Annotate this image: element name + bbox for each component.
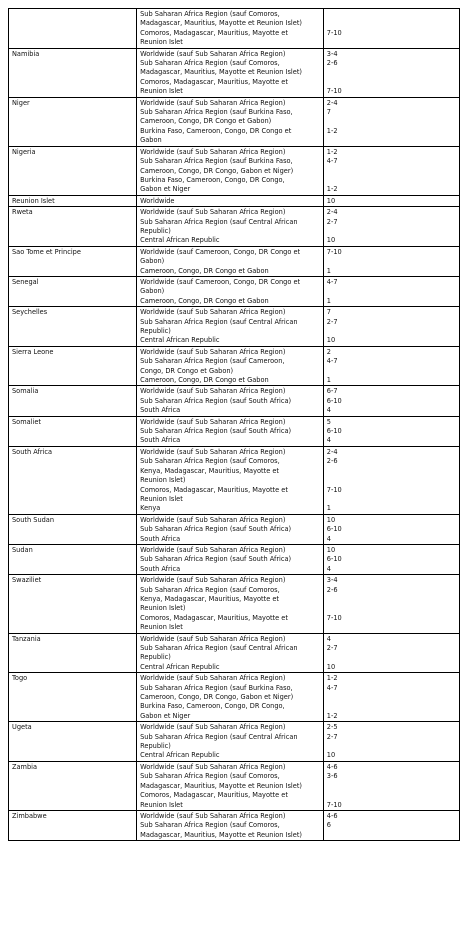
value-line: 1 (326, 376, 331, 385)
value-line: 1-2 (326, 711, 338, 720)
regions-cell (137, 416, 324, 446)
value-line: 1 (326, 504, 331, 513)
table-row (9, 446, 460, 514)
region-line: Burkina Faso, Cameroon, Congo, DR Congo, (140, 175, 285, 184)
regions-cell (137, 195, 324, 206)
region-line: Madagascar, Mauritius, Mayotte et Reunion Islet) (140, 830, 302, 839)
country-cell: Seychelles (9, 307, 137, 347)
value-line: 1-2 (326, 147, 338, 156)
country-cell: South Africa (9, 446, 137, 514)
region-line: Reunion Islet (140, 800, 183, 809)
values-cell (323, 246, 459, 276)
region-line: Worldwide (sauf Sub Saharan Africa Region) (140, 674, 286, 683)
table-row (9, 97, 460, 146)
region-line: Worldwide (sauf Sub Saharan Africa Region) (140, 387, 286, 396)
regions-cell (137, 633, 324, 673)
value-line: 7-10 (326, 28, 342, 37)
region-line: Comoros, Madagascar, Mauritius, Mayotte et (140, 791, 288, 800)
country-cell: Niger (9, 97, 137, 146)
region-line: Sub Saharan Africa Region (sauf Comoros, (140, 59, 280, 68)
region-line: Burkina Faso, Cameroon, Congo, DR Congo et (140, 126, 292, 135)
region-line: Sub Saharan Africa Region (sauf Cameroon, (140, 357, 285, 366)
value-line: 2-4 (326, 98, 338, 107)
region-line: Sub Saharan Africa Region (sauf Central African (140, 217, 298, 226)
region-line: Worldwide (sauf Sub Saharan Africa Region) (140, 762, 286, 771)
value-line: 4-7 (326, 157, 338, 166)
region-line: Central African Republic (140, 662, 220, 671)
values-cell (323, 276, 459, 306)
table-row (9, 416, 460, 446)
region-line: Worldwide (sauf Sub Saharan Africa Region) (140, 208, 286, 217)
regions-cell (137, 246, 324, 276)
region-line: Gabon et Niger (140, 711, 191, 720)
region-line: Sub Saharan Africa Region (sauf South Africa) (140, 555, 292, 564)
value-line: 2-6 (326, 457, 338, 466)
value-line: 6-10 (326, 427, 342, 436)
value-line: 2-4 (326, 447, 338, 456)
region-line: Cameroon, Congo, DR Congo et Gabon) (140, 117, 272, 126)
value-line: 6 (326, 821, 331, 830)
region-line: South Africa (140, 436, 181, 445)
value-line: 10 (326, 545, 336, 554)
value-line: 4-7 (326, 357, 338, 366)
region-line: Worldwide (sauf Sub Saharan Africa Region) (140, 447, 286, 456)
value-line: 4-7 (326, 277, 338, 286)
values-cell (323, 97, 459, 146)
country-cell: Togo (9, 673, 137, 722)
region-line: Madagascar, Mauritius, Mayotte et Reunion Islet) (140, 781, 302, 790)
region-line: Comoros, Madagascar, Mauritius, Mayotte et (140, 613, 288, 622)
value-line: 4-6 (326, 762, 338, 771)
region-line: Cameroon, Congo, DR Congo et Gabon (140, 376, 269, 385)
value-line: 4-7 (326, 683, 338, 692)
value-line: 10 (326, 196, 336, 205)
value-line (327, 227, 456, 236)
values-cell (323, 575, 459, 633)
table-row (9, 246, 460, 276)
value-line: 10 (326, 515, 336, 524)
value-line: 7-10 (326, 800, 342, 809)
value-line: 1-2 (326, 185, 338, 194)
country-cell: Sao Tome et Principe (9, 246, 137, 276)
region-line: Worldwide (sauf Sub Saharan Africa Region) (140, 49, 286, 58)
regions-cell (137, 386, 324, 416)
value-line: 1 (326, 296, 331, 305)
value-line: 10 (326, 236, 336, 245)
value-line (327, 467, 456, 476)
value-line: 2 (326, 347, 331, 356)
regions-cell (137, 276, 324, 306)
values-cell (323, 48, 459, 97)
regions-cell (137, 48, 324, 97)
value-line (327, 831, 456, 840)
value-line: 4 (326, 436, 331, 445)
regions-cell (137, 810, 324, 840)
value-line (327, 167, 456, 176)
region-line: Sub Saharan Africa Region (sauf South Africa) (140, 525, 292, 534)
value-line: 2-7 (326, 317, 338, 326)
country-cell: Tanzania (9, 633, 137, 673)
table-row (9, 346, 460, 386)
region-line: Worldwide (sauf Sub Saharan Africa Region) (140, 308, 286, 317)
value-line (327, 693, 456, 702)
country-cell: Ugeta (9, 722, 137, 762)
value-line (327, 702, 456, 711)
value-line: 3-4 (326, 49, 338, 58)
region-line: Reunion Islet (140, 494, 183, 503)
region-line: Worldwide (sauf Cameroon, Congo, DR Congo et (140, 277, 301, 286)
table-body (9, 9, 460, 841)
country-cell: Sierra Leone (9, 346, 137, 386)
region-line: Comoros, Madagascar, Mauritius, Mayotte et (140, 77, 288, 86)
value-line: 4 (326, 406, 331, 415)
value-line (327, 10, 456, 19)
regions-cell (137, 722, 324, 762)
value-line: 4-6 (326, 811, 338, 820)
region-line: Sub Saharan Africa Region (sauf Comoros, (140, 585, 280, 594)
region-line: Republic) (140, 226, 171, 235)
value-line: 7-10 (326, 247, 342, 256)
table-row (9, 146, 460, 195)
region-line: Cameroon, Congo, DR Congo et Gabon (140, 296, 269, 305)
table-row (9, 722, 460, 762)
value-line: 2-7 (326, 644, 338, 652)
region-line: Reunion Islet (140, 87, 183, 96)
value-line: 5 (326, 417, 331, 426)
table-row (9, 386, 460, 416)
region-line: Republic) (140, 327, 171, 335)
region-line: Gabon) (140, 257, 165, 266)
value-line: 4 (326, 564, 331, 573)
region-line: Worldwide (sauf Sub Saharan Africa Region) (140, 634, 286, 643)
region-line: Sub Saharan Africa Region (sauf South Africa) (140, 396, 292, 405)
regions-cell (137, 146, 324, 195)
regions-cell (137, 514, 324, 544)
value-line (327, 68, 456, 77)
value-line (327, 136, 456, 145)
region-line: Worldwide (sauf Sub Saharan Africa Region) (140, 147, 286, 156)
value-line: 3-4 (326, 576, 338, 585)
value-line: 1-2 (326, 126, 338, 135)
values-cell (323, 307, 459, 347)
value-line (327, 495, 456, 504)
values-cell (323, 346, 459, 386)
value-line (327, 653, 456, 662)
region-line: Worldwide (sauf Sub Saharan Africa Region) (140, 811, 286, 820)
region-line: Worldwide (sauf Sub Saharan Africa Region) (140, 723, 286, 732)
value-line: 2-5 (326, 723, 338, 732)
values-cell (323, 633, 459, 673)
value-line (327, 367, 456, 376)
region-line: Worldwide (140, 196, 175, 205)
value-line: 10 (326, 751, 336, 760)
table-row (9, 307, 460, 347)
values-cell (323, 146, 459, 195)
table-row (9, 514, 460, 544)
regions-cell (137, 97, 324, 146)
table-row (9, 544, 460, 574)
country-cell: Zimbabwe (9, 810, 137, 840)
value-line: 1 (326, 266, 331, 275)
region-line: Cameroon, Congo, DR Congo et Gabon (140, 266, 269, 275)
region-line: Sub Saharan Africa Region (sauf Central African (140, 644, 298, 652)
value-line (327, 19, 456, 28)
values-cell (323, 673, 459, 722)
value-line: 2-6 (326, 59, 338, 68)
value-line: 6-10 (326, 396, 342, 405)
country-cell: Somalia (9, 386, 137, 416)
regions-cell (137, 9, 324, 49)
region-line: Madagascar, Mauritius, Mayotte et Reunion Islet) (140, 68, 302, 77)
value-line: 2-7 (326, 217, 338, 226)
region-line: Republic) (140, 653, 171, 662)
country-cell: Senegal (9, 276, 137, 306)
value-line: 2-4 (326, 208, 338, 217)
country-cell: Zambia (9, 761, 137, 810)
region-line: Republic) (140, 742, 171, 751)
value-line (327, 38, 456, 47)
region-line: Sub Saharan Africa Region (sauf Comoros, (140, 457, 280, 466)
value-line: 7 (326, 108, 331, 117)
region-line: Reunion Islet) (140, 604, 186, 613)
value-line: 10 (326, 336, 336, 345)
region-line: South Africa (140, 534, 181, 543)
table-row (9, 276, 460, 306)
region-line: Central African Republic (140, 336, 220, 345)
regions-cell (137, 761, 324, 810)
values-cell (323, 416, 459, 446)
table-row (9, 207, 460, 247)
region-line: Madagascar, Mauritius, Mayotte et Reunion Islet) (140, 19, 302, 28)
country-cell: Somaliet (9, 416, 137, 446)
region-line: Gabon) (140, 287, 165, 296)
value-line: 7 (326, 308, 331, 317)
region-line: Cameroon, Congo, DR Congo, Gabon et Niger) (140, 166, 294, 175)
region-line: Worldwide (sauf Sub Saharan Africa Region) (140, 417, 286, 426)
value-line (327, 791, 456, 800)
value-line (327, 595, 456, 604)
region-line: South Africa (140, 564, 181, 573)
values-cell (323, 722, 459, 762)
region-line: Worldwide (sauf Sub Saharan Africa Region) (140, 98, 286, 107)
value-line (327, 257, 456, 266)
region-line: Worldwide (sauf Sub Saharan Africa Region) (140, 347, 286, 356)
region-line: South Africa (140, 406, 181, 415)
values-cell (323, 514, 459, 544)
region-line: Sub Saharan Africa Region (sauf Burkina Faso, (140, 108, 293, 117)
country-cell: Swaziliet (9, 575, 137, 633)
table-row (9, 673, 460, 722)
country-cell: South Sudan (9, 514, 137, 544)
regions-cell (137, 575, 324, 633)
region-line: Worldwide (sauf Sub Saharan Africa Region) (140, 545, 286, 554)
values-cell (323, 9, 459, 49)
value-line (327, 742, 456, 751)
value-line: 1-2 (326, 674, 338, 683)
value-line: 7-10 (326, 485, 342, 494)
region-line: Sub Saharan Africa Region (sauf Burkina Faso, (140, 157, 293, 166)
regions-cell (137, 446, 324, 514)
value-line (327, 782, 456, 791)
value-line (327, 117, 456, 126)
region-line: Sub Saharan Africa Region (sauf Comoros, (140, 10, 280, 18)
value-line: 3-6 (326, 772, 338, 781)
region-line: Gabon et Niger (140, 185, 191, 194)
region-line: Worldwide (sauf Cameroon, Congo, DR Congo et (140, 247, 301, 256)
regions-cell (137, 207, 324, 247)
region-line: Reunion Islet (140, 623, 183, 632)
region-line: Gabon (140, 136, 162, 145)
region-line: Comoros, Madagascar, Mauritius, Mayotte et (140, 485, 288, 494)
region-line: Sub Saharan Africa Region (sauf Burkina Faso, (140, 683, 293, 692)
table-row (9, 9, 460, 49)
regions-cell (137, 544, 324, 574)
country-cell: Rweta (9, 207, 137, 247)
table-row (9, 195, 460, 206)
table-row (9, 633, 460, 673)
value-line (327, 604, 456, 613)
table-row (9, 48, 460, 97)
value-line: 7-10 (326, 613, 342, 622)
values-cell (323, 386, 459, 416)
value-line: 7-10 (326, 87, 342, 96)
region-line: Sub Saharan Africa Region (sauf South Africa) (140, 427, 292, 436)
value-line: 2-6 (326, 585, 338, 594)
region-line: Cameroon, Congo, DR Congo, Gabon et Niger) (140, 693, 294, 702)
country-cell: Reunion Islet (9, 195, 137, 206)
value-line (327, 327, 456, 336)
regions-cell (137, 673, 324, 722)
value-line: 6-7 (326, 387, 338, 396)
value-line (327, 623, 456, 632)
region-line: Reunion Islet) (140, 476, 186, 485)
table-row (9, 761, 460, 810)
country-cell: Sudan (9, 544, 137, 574)
values-cell (323, 195, 459, 206)
value-line: 6-10 (326, 525, 342, 534)
region-line: Congo, DR Congo et Gabon) (140, 366, 234, 375)
regions-cell (137, 307, 324, 347)
country-region-table (8, 8, 460, 841)
region-line: Kenya, Madagascar, Mauritius, Mayotte et (140, 594, 279, 603)
values-cell (323, 544, 459, 574)
region-line: Worldwide (sauf Sub Saharan Africa Region) (140, 576, 286, 585)
country-cell: Nigeria (9, 146, 137, 195)
regions-cell (137, 346, 324, 386)
region-line: Sub Saharan Africa Region (sauf Central African (140, 317, 298, 326)
value-line: 6-10 (326, 555, 342, 564)
values-cell (323, 761, 459, 810)
region-line: Kenya (140, 504, 161, 513)
country-cell (9, 9, 137, 49)
region-line: Worldwide (sauf Sub Saharan Africa Region) (140, 515, 286, 524)
value-line (327, 287, 456, 296)
region-line: Sub Saharan Africa Region (sauf Comoros, (140, 772, 280, 781)
region-line: Burkina Faso, Cameroon, Congo, DR Congo, (140, 702, 285, 711)
table-row (9, 575, 460, 633)
region-line: Sub Saharan Africa Region (sauf Comoros, (140, 821, 280, 830)
values-cell (323, 446, 459, 514)
table-row (9, 810, 460, 840)
value-line (327, 176, 456, 185)
region-line: Central African Republic (140, 236, 220, 245)
values-cell (323, 810, 459, 840)
country-cell: Namibia (9, 48, 137, 97)
region-line: Sub Saharan Africa Region (sauf Central African (140, 732, 298, 741)
region-line: Reunion Islet (140, 38, 183, 47)
value-line: 10 (326, 662, 336, 671)
value-line: 2-7 (326, 732, 338, 741)
values-cell (323, 207, 459, 247)
value-line (327, 476, 456, 485)
region-line: Comoros, Madagascar, Mauritius, Mayotte et (140, 28, 288, 37)
value-line (327, 78, 456, 87)
region-line: Kenya, Madagascar, Mauritius, Mayotte et (140, 466, 279, 475)
region-line: Central African Republic (140, 751, 220, 760)
value-line: 4 (326, 534, 331, 543)
value-line: 4 (326, 634, 331, 643)
